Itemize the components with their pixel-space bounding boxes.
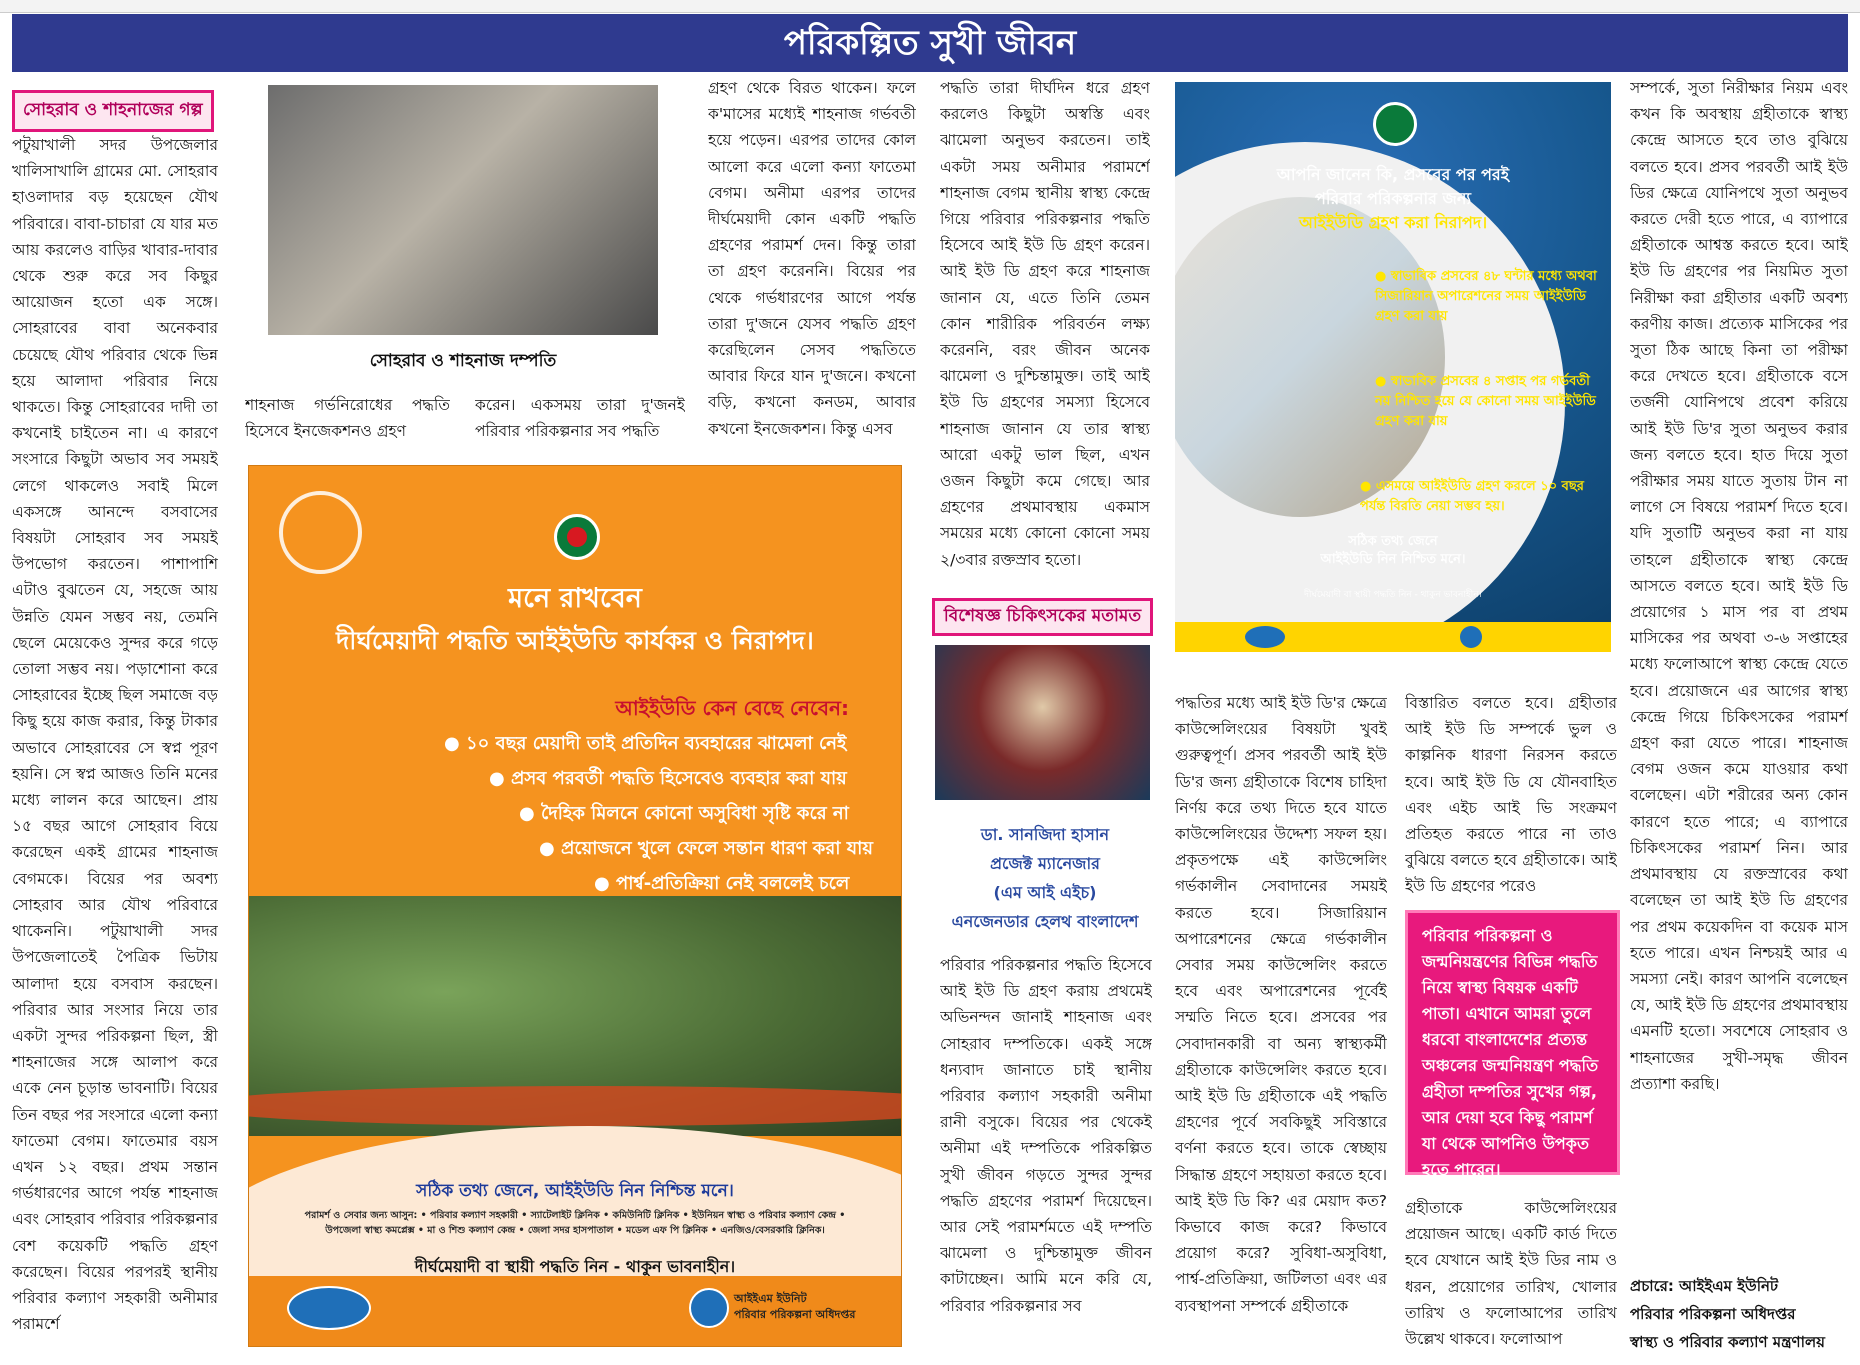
doctor-org-short: (এম আই এইচ)	[993, 883, 1097, 902]
doctor-photo	[935, 645, 1150, 800]
article-column-4b: পরিবার পরিকল্পনার পদ্ধতি হিসেবে আই ইউ ডি গ্রহণ করায় প্রথমেই অভিনন্দন জানাই শাহনাজ এবং সোহরাব দম্পতিকে। একই সঙ্গে ধন্যবাদ জানাতে চাই স্থানীয় পরিবার কল্যাণ সহকারী অনীমা রানী বসুকে। বিয়ের পর থেকেই অনীমা এই দম্পতিকে পরিকল্পিত সুখী জীবন গড়তে সুন্দর সুন্দর পদ্ধতি গ্রহণের পরামর্শ দিয়েছেন। আর সেই পরামর্শমতে এই দম্পতি ঝামেলা ও দুশ্চিন্তামুক্ত জীবন কাটাচ্ছেন। আমি মনে করি যে, পরিবার পরিকল্পনার সব	[940, 956, 1152, 1315]
story-tag: সোহরাব ও শাহনাজের গল্প	[12, 90, 214, 132]
top-strip	[0, 0, 1860, 13]
advert-bullet: ● পার্শ্ব-প্রতিক্রিয়া নেই বললেই চলে	[594, 873, 850, 894]
advert-tagline: সঠিক তথ্য জেনে, আইইউডি নিন নিশ্চিন্ত মনে।	[416, 1181, 734, 1201]
iem-logo-icon	[1460, 626, 1482, 648]
article-column-2a: শাহনাজ গর্ভনিরোধের পদ্ধতি হিসেবে ইনজেকশনও গ্রহণ	[245, 396, 450, 441]
iem-logo-icon	[689, 1288, 729, 1328]
advert-slogan: দীর্ঘমেয়াদী বা স্থায়ী পদ্ধতি নিন - থাকুন ভাবনাহীন।	[414, 1257, 736, 1276]
article-column-1: পটুয়াখালী সদর উপজেলার খালিসাখালি গ্রামের মো. সোহরাব হাওলাদার বড় হয়েছেন যৌথ পরিবারে। বাবা-চাচারা যে যার মত আয় করলেও বাড়ির খাবার-দাবার থেকে শুরু করে সব কিছুর আয়োজন হতো এক সঙ্গে। সোহরাবের বাবা অনেকবার চেয়েছে যৌথ পরিবার থেকে ভিন্ন হয়ে আলাদা পরিবার নিয়ে থাকতে। কিন্তু সোহরাবের দাদী তা কখনোই চাইতেন না। এ কারণে সংসারে কিছুটা অভাব সব সময়ই লেগে থাকলেও সবাই মিলে একসঙ্গে আনন্দে বসবাসের বিষয়টা সোহরাব সব সময়ই উপভোগ করতেন। পাশাপাশি এটাও বুঝতেন যে, সহজে আয় উন্নতি যেমন সম্ভব নয়, তেমনি ছেলে মেয়েকেও সুন্দর করে গড়ে তোলা সম্ভব নয়। পড়াশোনা করে সোহরাবের ইচ্ছে ছিল সমাজে বড় কিছু হয়ে কাজ করার, কিন্তু টাকার অভাবে সোহরাবের সে স্বপ্ন পূরণ হয়নি। সে স্বপ্ন আজও তিনি মনের মধ্যে লালন করে আছেন। প্রায় ১৫ বছর আগে সোহরাব বিয়ে করেছেন একই গ্রামের শাহনাজ বেগমকে। বিয়ের পর অবশ্য সোহরাব আর যৌথ পরিবারে থাকেননি। পটুয়াখালী সদর উপজেলাতেই পৈত্রিক ভিটায় আলাদা হয়ে বসবাস করছেন। পরিবার আর সংসার নিয়ে তার একটা সুন্দর পরিকল্পনা ছিল, স্ত্রী শাহনাজের সঙ্গে আলাপ করে একে নেন চূড়ান্ত ভাবনাটি। বিয়ের তিন বছর পর সংসারে এলো কন্যা ফাতেমা বেগম। ফাতেমার বয়স এখন ১২ বছর। প্রথম সন্তান গর্ভধারণের আগে পর্যন্ত শাহনাজ এবং সোহরাব পরিবার পরিকল্পনার বেশ কয়েকটি পদ্ধতি গ্রহণ করেছেন। বিয়ের পরপরই স্থানীয় পরিবার কল্যাণ সহকারী অনীমার পরামর্শে	[12, 136, 218, 1334]
article-column-7: সম্পর্কে, সুতা নিরীক্ষার নিয়ম এবং কখন কি অবস্থায় গ্রহীতাকে স্বাস্থ্য কেন্দ্রে আসতে হবে তাও বুঝিয়ে বলতে হবে। প্রসব পরবর্তী আই ইউ ডির ক্ষেত্রে যোনিপথে সুতা অনুভব করতে দেরী হতে পারে, এ ব্যাপারে গ্রহীতাকে আশ্বস্ত করতে হবে। আই ইউ ডি গ্রহণের পর নিয়মিত সুতা নিরীক্ষা করা গ্রহীতার একটি অবশ্য করণীয় কাজ। প্রত্যেক মাসিকের পর সুতা ঠিক আছে কিনা তা পরীক্ষা করে দেখতে হবে। গ্রহীতাকে বসে তর্জনী যোনিপথে প্রবেশ করিয়ে আই ইউ ডি'র সুতা অনুভব করার জন্য বলতে হবে। হাত দিয়ে সুতা পরীক্ষার সময় যাতে সুতায় টান না লাগে সে বিষয়ে পরামর্শ দিতে হবে। যদি সুতাটি অনুভব করা না যায় তাহলে গ্রহীতাকে স্বাস্থ্য কেন্দ্রে আসতে বলতে হবে। আই ইউ ডি প্রয়োগের ১ মাস পর বা প্রথম মাসিকের পর অথবা ৩-৬ সপ্তাহের মধ্যে ফলোআপে স্বাস্থ্য কেন্দ্রে যেতে হবে। প্রয়োজনে এর আগের স্বাস্থ্য কেন্দ্রে গিয়ে চিকিৎসকের পরামর্শ গ্রহণ করা যেতে পারে। শাহনাজ বেগম ওজন কমে যাওয়ার কথা বলেছেন। এটা শরীরের অন্য কোন কারণে হতে পারে; এ ব্যাপারে চিকিৎসকের পরামর্শ নিন। আর প্রথমাবস্থায় যে রক্তস্রাবের কথা বলেছেন তা আই ইউ ডি গ্রহণের পর প্রথম কয়েকদিন বা কয়েক মাস হতে পারে। এখন নিশ্চয়ই আর এ সমস্যা নেই। কারণ আপনি বলেছেন যে, আই ইউ ডি গ্রহণের প্রথমাবস্থায় এমনটি হতো। সবশেষে সোহরাব ও শাহনাজের সুখী-সমৃদ্ধ জীবন প্রত্যাশা করছি।	[1630, 79, 1848, 1093]
article-column-2b: করেন। একসময় তারা দু'জনই পরিবার পরিকল্পনার সব পদ্ধতি	[475, 396, 685, 441]
govt-logo-icon	[1373, 102, 1417, 146]
advert-bullet: ● প্রয়োজনে খুলে ফেলে সন্তান ধারণ করা যায়	[539, 838, 873, 859]
dgfp-label: পরিবার পরিকল্পনা অধিদপ্তর	[734, 1308, 856, 1321]
decorative-circle	[279, 491, 362, 574]
blue-advert-tagline-2: আইইউডি নিন নিশ্চিত মনে।	[1320, 552, 1466, 567]
article-column-3: গ্রহণ থেকে বিরত থাকেন। ফলে ক'মাসের মধ্যেই শাহনাজ গর্ভবতী হয়ে পড়েন। এরপর তাদের কোল আলো করে এলো কন্যা ফাতেমা বেগম। অনীমা এরপর তাদের দীর্ঘমেয়াদী কোন একটি পদ্ধতি গ্রহণের পরামর্শ দেন। কিন্তু তারা তা গ্রহণ করেননি। বিয়ের পর থেকে গর্ভধারণের আগে পর্যন্ত তারা দু'জনে যেসব পদ্ধতি গ্রহণ করেছিলেন সেসব পদ্ধতিতে আবার ফিরে যান দু'জনে। কখনো বড়ি, কখনো কনডম, আবার কখনো ইনজেকশন। কিন্তু এসব	[708, 79, 916, 438]
blue-advert-heading-2: পরিবার পরিকল্পনার জন্য	[1314, 189, 1472, 208]
article-column-4: পদ্ধতি তারা দীর্ঘদিন ধরে গ্রহণ করলেও কিছুটা অস্বস্তি এবং ঝামেলা অনুভব করতেন। তাই একটা সময় অনীমার পরামর্শে শাহনাজ বেগম স্থানীয় স্বাস্থ্য কেন্দ্রে গিয়ে পরিবার পরিকল্পনার পদ্ধতি হিসেবে আই ইউ ডি গ্রহণ করেন। আই ইউ ডি গ্রহণ করে শাহনাজ জানান যে, এতে তিনি তেমন কোন শারীরিক পরিবর্তন লক্ষ্য করেননি, বরং জীবন অনেক ঝামেলা ও দুশ্চিন্তামুক্ত। তাই আই ইউ ডি গ্রহণের সমস্যা হিসেবে শাহনাজ জানান যে তার স্বাস্থ্য আরো একটু ভাল ছিল, এখন ওজন কিছুটা কমে গেছে। আর গ্রহণের প্রথমাবস্থায় একমাস সময়ের মধ্যে কোনো কোনো সময় ২/৩বার রক্তস্রাব হতো।	[940, 79, 1150, 569]
blue-advert-bullet: ● স্বাভাবিক প্রসবের ৪ সপ্তাহ পর গর্ভবতী নয় নিশ্চিত হয়ে যে কোনো সময় আইইউডি গ্রহণ করা যায়	[1375, 374, 1596, 429]
article-column-6b: গ্রহীতাকে কাউন্সেলিংয়ের প্রয়োজন আছে। একটি কার্ড দিতে হবে যেখানে আই ইউ ডির নাম ও ধরন, প্রয়োগের তারিখ, খোলার তারিখ ও ফলোআপের তারিখ উল্লেখ থাকবে। ফলোআপ	[1405, 1199, 1617, 1349]
ministry-logo-icon	[1245, 626, 1285, 648]
doctor-role: প্রজেক্ট ম্যানেজার	[990, 854, 1100, 873]
blue-advert-bullet: ● এসময়ে আইইউডি গ্রহণ করলে ১০ বছর পর্যন্ত বিরতি নেয়া সম্ভব হয়।	[1360, 479, 1584, 514]
iud-advert-blue	[1175, 82, 1611, 652]
doctor-name: ডা. সানজিদা হাসান	[980, 825, 1110, 844]
govt-logo-icon	[554, 514, 600, 560]
page-title: পরিকল্পিত সুখী জীবন	[12, 14, 1848, 72]
blue-advert-slogan: দীর্ঘমেয়াদী বা স্থায়ী পদ্ধতি নিন - থাকুন ভাবনাহীন।	[1304, 590, 1482, 600]
section-intro-box: পরিবার পরিকল্পনা ও জন্মনিয়ন্ত্রণের বিভিন্ন পদ্ধতি নিয়ে স্বাস্থ্য বিষয়ক একটি পাতা। এখানে আমরা তুলে ধরবো বাংলাদেশের প্রত্যন্ত অঞ্চলের জন্মনিয়ন্ত্রণ পদ্ধতি গ্রহীতা দম্পতির সুখের গল্প, আর দেয়া হবে কিছু পরামর্শ যা থেকে আপনিও উপকৃত হতে পারেন।	[1405, 910, 1620, 1175]
couple-photo	[268, 85, 658, 335]
article-column-5: পদ্ধতির মধ্যে আই ইউ ডি'র ক্ষেত্রে কাউন্সেলিংয়ের বিষয়টা খুবই গুরুত্বপূর্ণ। প্রসব পরবর্তী আই ইউ ডি'র জন্য গ্রহীতাকে বিশেষ চাহিদা নির্ণয় করে তথ্য দিতে হবে যাতে কাউন্সেলিংয়ের উদ্দেশ্য সফল হয়। প্রকৃতপক্ষে এই কাউন্সেলিং গর্ভকালীন সেবাদানের সময়ই করতে হবে। সিজারিয়ান অপারেশনের ক্ষেত্রে গর্ভকালীন সেবার সময় কাউন্সেলিং করতে হবে এবং অপারেশনের পূর্বেই সম্মতি নিতে হবে। প্রসবের পর সেবাদানকারী বা অন্য স্বাস্থ্যকর্মী গ্রহীতাকে কাউন্সেলিং করতে হবে। আই ইউ ডি গ্রহীতাকে এই পদ্ধতি গ্রহণের পূর্বে সবকিছুই সবিস্তারে বর্ণনা করতে হবে। তাকে স্বেচ্ছায় সিদ্ধান্ত গ্রহণে সহায়তা করতে হবে। আই ইউ ডি কি? এর মেয়াদ কত? কিভাবে কাজ করে? কিভাবে প্রয়োগ করে? সুবিধা-অসুবিধা, পার্শ্ব-প্রতিক্রিয়া, জটিলতা এবং এর ব্যবস্থাপনা সম্পর্কে গ্রহীতাকে	[1175, 694, 1387, 1315]
blue-advert-heading-3: আইইউডি গ্রহণ করা নিরাপদ।	[1298, 213, 1488, 232]
photo-caption: সোহরাব ও শাহনাজ দম্পতি	[369, 351, 557, 371]
blue-advert-tagline-1: সঠিক তথ্য জেনে	[1348, 534, 1438, 549]
ministry-logo-icon	[287, 1286, 371, 1330]
blue-advert-heading-1: আপনি জানেন কি, প্রসবের পর পরই	[1276, 165, 1510, 184]
doctor-credentials	[930, 820, 1160, 936]
credit-line-1: প্রচারে: আইইএম ইউনিট	[1630, 1277, 1779, 1295]
decorative-swoosh	[248, 1086, 902, 1126]
advert-heading-2: দীর্ঘমেয়াদী পদ্ধতি আইইউডি কার্যকর ও নিরাপদ।	[336, 626, 814, 655]
expert-opinion-tag: বিশেষজ্ঞ চিকিৎসকের মতামত	[932, 598, 1153, 636]
credit-line-2: পরিবার পরিকল্পনা অধিদপ্তর	[1630, 1305, 1796, 1323]
publisher-credit	[1630, 1272, 1850, 1356]
advert-bullet: ● ১০ বছর মেয়াদী তাই প্রতিদিন ব্যবহারের ঝামেলা নেই	[444, 733, 847, 754]
blue-advert-footer-band	[1175, 622, 1611, 652]
blue-advert-bullet: ● স্বাভাবিক প্রসবের ৪৮ ঘন্টার মধ্যে অথবা সিজারিয়ান অপারেশনের সময় আইইউডি গ্রহণ করা যায়	[1375, 269, 1597, 324]
advert-contacts: পরামর্শ ও সেবার জন্য আসুন: • পরিবার কল্যাণ সহকারী • স্যাটেলাইট ক্লিনিক • কমিউনিটি ক্লিনিক • ইউনিয়ন স্বাস্থ্য ও পরিবার কল্যাণ কেন্দ্র • উপজেলা স্বাস্থ্য কমপ্লেক্স • মা ও শিশু কল্যাণ কেন্দ্র • জেলা সদর হাসপাতাল • মডেল এফ পি ক্লিনিক • এনজিও/বেসরকারি ক্লিনিক।	[304, 1210, 846, 1236]
advert-heading-1: মনে রাখবেন	[508, 583, 642, 614]
iud-advert-orange	[248, 465, 902, 1347]
advert-subheading: আইইউডি কেন বেছে নেবেন:	[615, 696, 849, 720]
article-column-6a: বিস্তারিত বলতে হবে। গ্রহীতার আই ইউ ডি সম্পর্কে ভুল ও কাল্পনিক ধারণা নিরসন করতে হবে। আই ইউ ডি যে যৌনবাহিত এবং এইচ আই ভি সংক্রমণ প্রতিহত করতে পারে না তাও বুঝিয়ে বলতে হবে গ্রহীতাকে। আই ইউ ডি গ্রহণের পরেও	[1405, 694, 1617, 896]
doctor-org: এনজেনডার হেলথ বাংলাদেশ	[951, 912, 1139, 931]
advert-bullet: ● দৈহিক মিলনে কোনো অসুবিধা সৃষ্টি করে না	[519, 803, 849, 824]
credit-line-3: স্বাস্থ্য ও পরিবার কল্যাণ মন্ত্রণালয়	[1630, 1333, 1825, 1351]
advert-bullet: ● প্রসব পরবর্তী পদ্ধতি হিসেবেও ব্যবহার করা যায়	[489, 768, 847, 789]
iem-unit-label: আইইএম ইউনিট	[734, 1292, 807, 1305]
